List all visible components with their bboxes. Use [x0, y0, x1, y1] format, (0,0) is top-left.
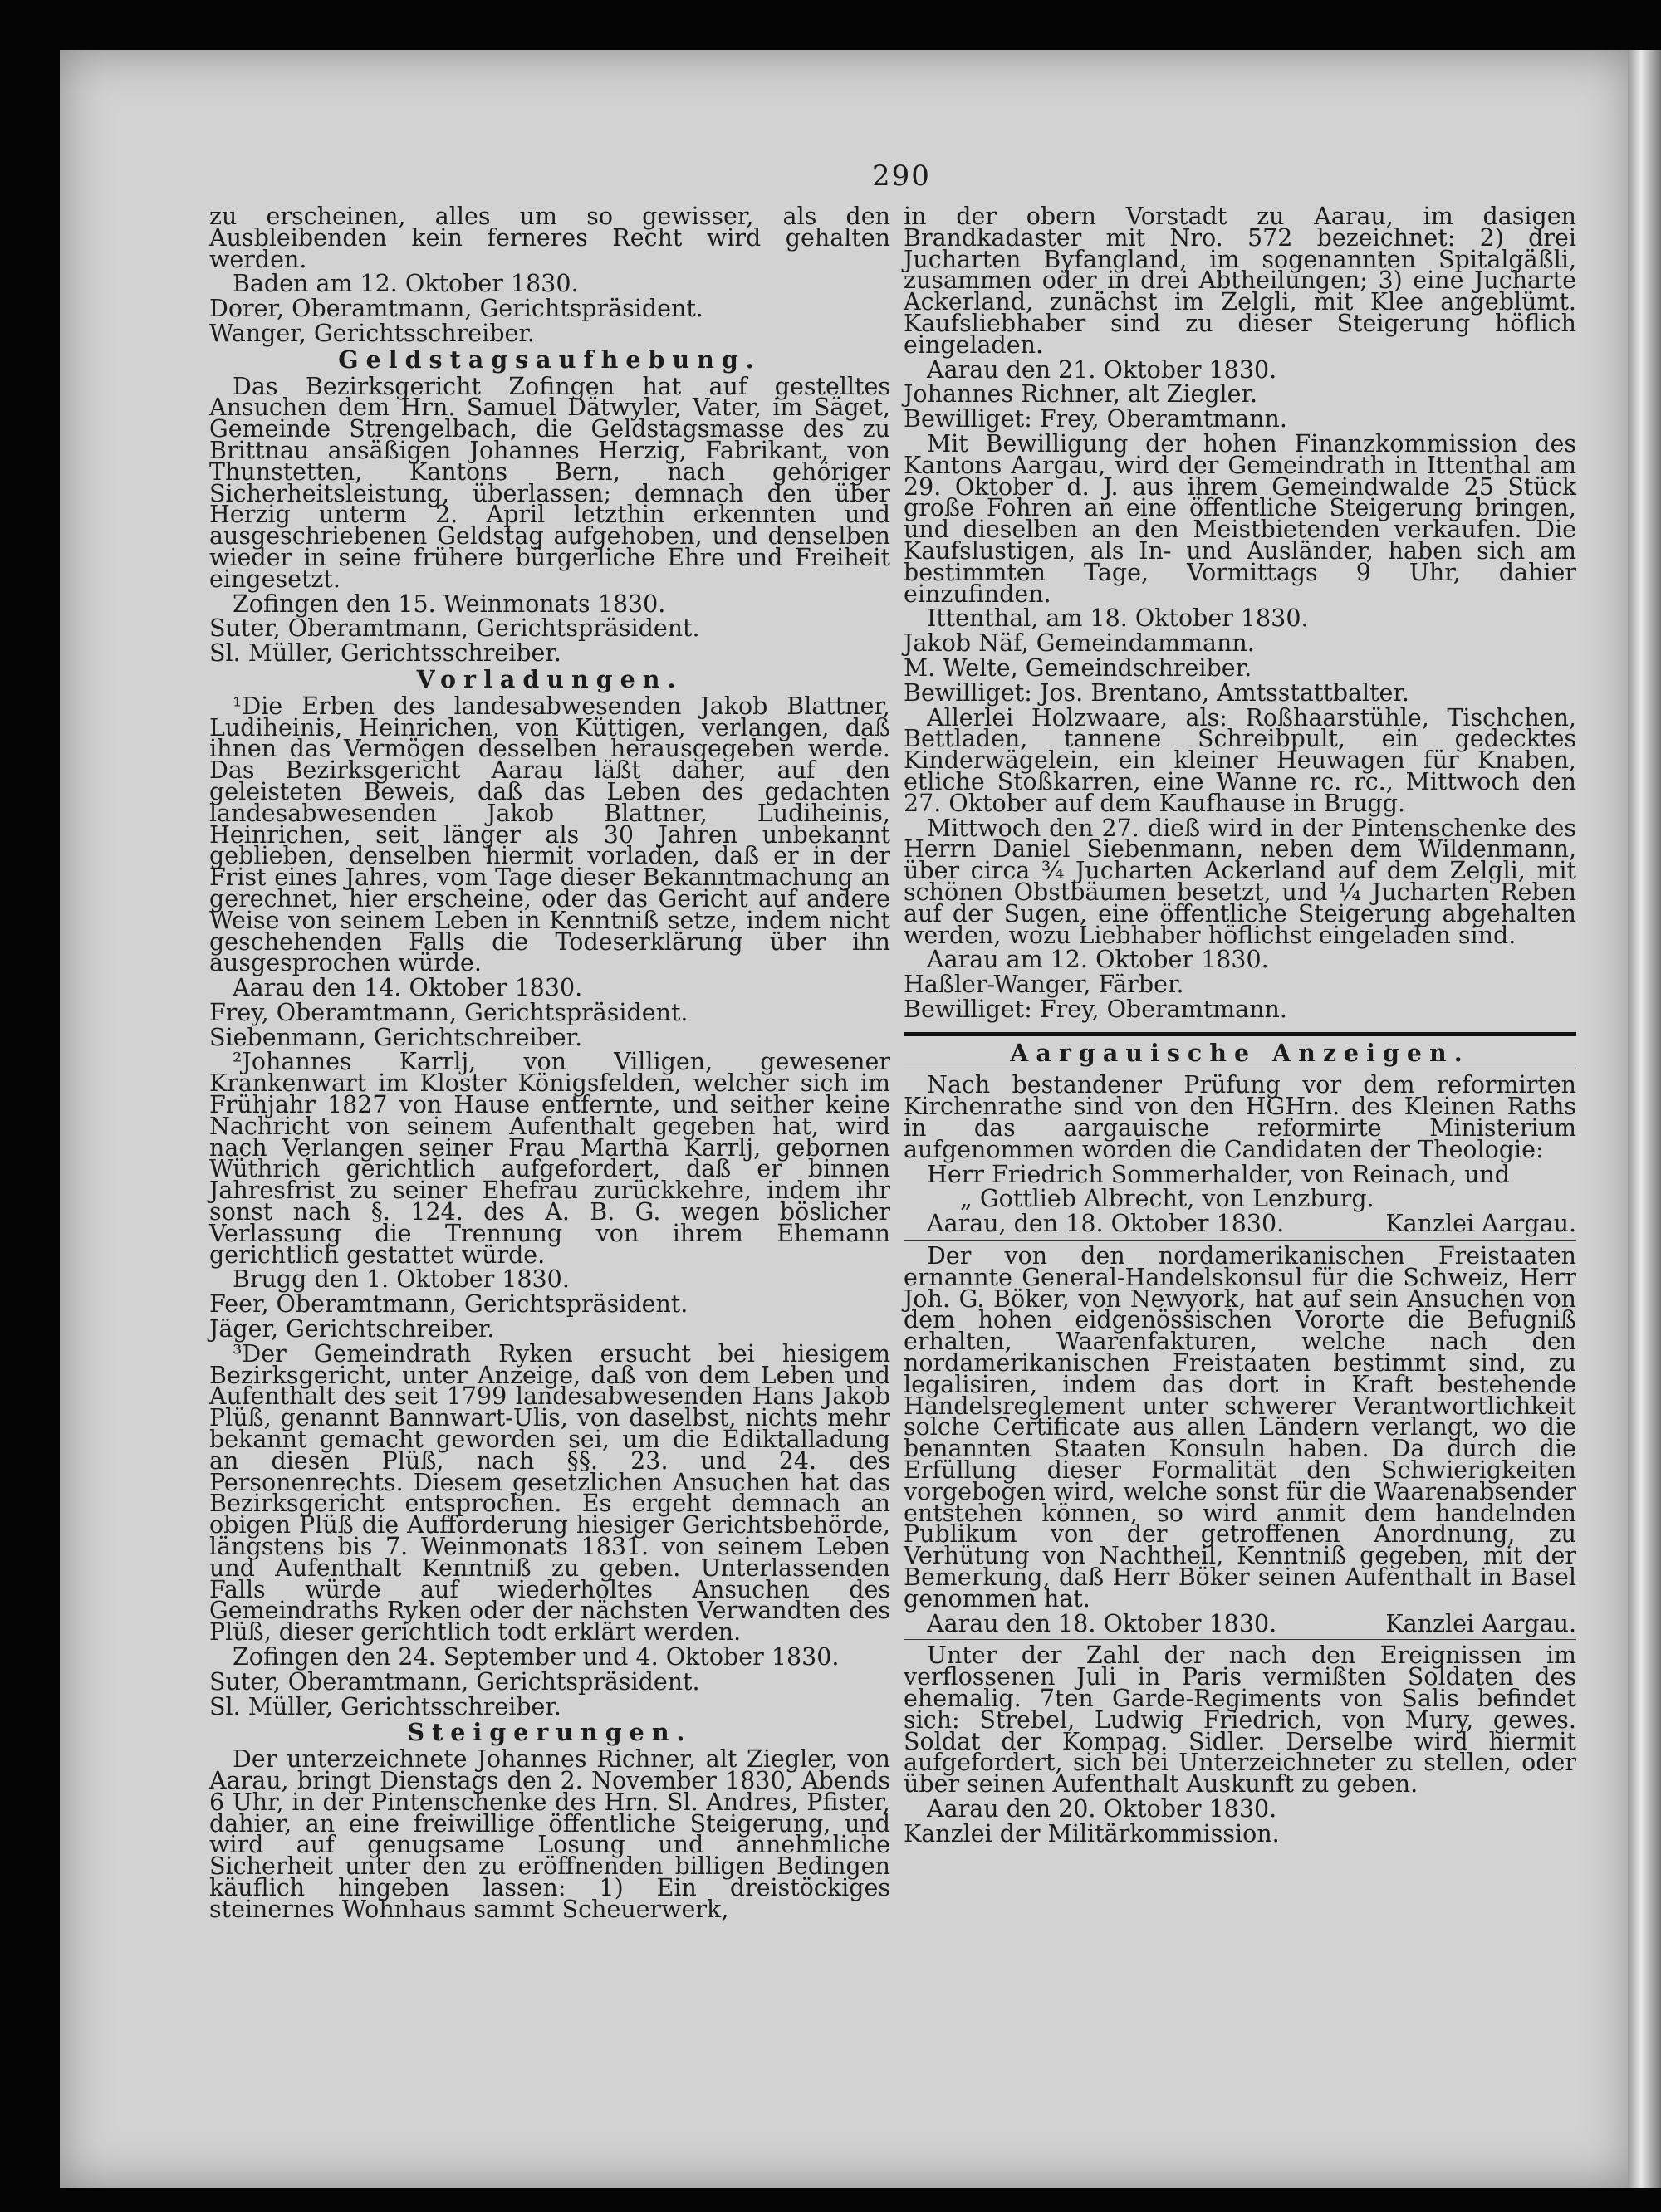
- dateline: Zofingen den 24. September und 4. Oktober 1830.: [233, 1643, 840, 1671]
- section-heading: Aargauische Anzeigen.: [1010, 1038, 1470, 1067]
- signature: Jäger, Gerichtschreiber.: [209, 1315, 495, 1343]
- paragraph: Unter der Zahl der nach den Ereignissen im verflossenen Juli in Paris vermißten Soldaten des ehemalig. 7ten Garde-Regiments von Salis befindet sich: Strebel, Ludwig Friedrich, von Mury, gewes. Soldat der Kompag. Sidler. Derselbe wird hiermit aufgefordert, sich bei Unterzeichneter zu stellen, oder über seinen Aufenthalt Auskunft zu geben.: [904, 1642, 1576, 1798]
- dateline: Aarau den 20. Oktober 1830.: [927, 1794, 1277, 1823]
- dateline: Zofingen den 15. Weinmonats 1830.: [233, 590, 666, 618]
- notice-rule: [904, 1240, 1576, 1241]
- paragraph: in der obern Vorstadt zu Aarau, im dasigen Brandkadaster mit Nro. 572 bezeichnet: 2) drei Jucharten Byfangland, im sogenannten Spitalgäßli, zusammen oder in drei Abtheilungen; 3) eine Jucharte Ackerland, zunächst im Zelgli, mit Klee angeblümt. Kaufsliebhaber sind zu dieser Steigerung höflich eingeladen.: [904, 203, 1576, 359]
- dateline-row: [904, 1210, 1576, 1238]
- dateline: Aarau den 14. Oktober 1830.: [233, 974, 583, 1002]
- signature: Kanzlei Aargau.: [1385, 1210, 1576, 1238]
- section-heading: Steigerungen.: [407, 1718, 693, 1747]
- dateline-row: [904, 1609, 1576, 1637]
- page-edge: [1628, 50, 1661, 2188]
- candidate-line: Herr Friedrich Sommerhalder, von Reinach, und: [927, 1160, 1511, 1188]
- paragraph: Mit Bewilligung der hohen Finanzkommission des Kantons Aargau, wird der Gemeindrath in Ittenthal am 29. Oktober d. J. aus ihrem Gemeindwalde 25 Stück große Fohren an eine öffentliche Steigerung bringen, und dieselben an den Meistbietenden verkaufen. Die Kaufslustigen, als In- und Ausländer, haben sich am bestimmten Tage, Vormittags 9 Uhr, dahier einzufinden.: [904, 429, 1576, 608]
- dateline: Aarau, den 18. Oktober 1830.: [927, 1210, 1285, 1238]
- signature: Sl. Müller, Gerichtsschreiber.: [209, 639, 561, 668]
- paragraph: Allerlei Holzwaare, als: Roßhaarstühle, Tischchen, Bettladen, tannene Schreibpult, ein gedecktes Kinderwägelein, ein kleiner Heuwagen für Knaben, etliche Stoßkarren, eine Wanne rc. rc., Mittwoch den 27. Oktober auf dem Kaufhause in Brugg.: [904, 703, 1576, 817]
- candidate-line: „ Gottlieb Albrecht, von Lenzburg.: [960, 1185, 1374, 1213]
- paragraph: Das Bezirksgericht Zofingen hat auf gestelltes Ansuchen dem Hrn. Samuel Dätwyler, Vater, im Säget, Gemeinde Strengelbach, die Geldstagsmasse des zu Brittnau ansäßigen Johannes Herzig, Fabrikant, von Thunstetten, Kantons Bern, nach gehöriger Sicherheitsleistung, überlassen; demnach den über Herzig unterm 2. April letzthin erkennten und ausgeschriebenen Geldstag aufgehoben, und denselben wieder in seine frühere bürgerliche Ehre und Freiheit eingesetzt.: [209, 372, 890, 593]
- dateline: Brugg den 1. Oktober 1830.: [233, 1265, 570, 1294]
- signature: Johannes Richner, alt Ziegler.: [904, 380, 1258, 409]
- paragraph: zu erscheinen, alles um so gewisser, als den Ausbleibenden kein ferneres Recht wird gehalten werden.: [209, 203, 890, 273]
- section-divider: [904, 1032, 1576, 1036]
- paragraph: Nach bestandener Prüfung vor dem reformirten Kirchenrathe sind von den HGHrn. des Kleinen Raths in das aargauische reformirte Ministerium aufgenommen worden die Candidaten der Theologie:: [904, 1071, 1576, 1163]
- left-column: [209, 203, 890, 1924]
- paragraph: ³Der Gemeindrath Ryken ersucht bei hiesigem Bezirksgericht, unter Anzeige, daß von dem Leben und Aufenthalt des seit 1799 landesabwesenden Hans Jakob Plüß, genannt Bannwart-Ulis, von daselbst, nichts mehr bekannt gemacht geworden sei, um die Ediktalladung an diesen Plüß, nach §§. 23. und 24. des Personenrechts. Diesem gesetzlichen Ansuchen hat das Bezirksgericht entsprochen. Es ergeht demnach an obigen Plüß die Aufforderung hiesiger Gerichtsbehörde, längstens bis 7. Weinmonats 1831. von seinem Leben und Aufenthalt Kenntniß zu geben. Unterlassenden Falls würde auf wiederholtes Ansuchen des Gemeindraths Ryken oder der nächsten Verwandten des Plüß, dieser gerichtlich todt erklärt werden.: [209, 1339, 890, 1647]
- signature: Suter, Oberamtmann, Gerichtspräsident.: [209, 1667, 700, 1696]
- dateline: Baden am 12. Oktober 1830.: [233, 270, 579, 298]
- paragraph: ²Johannes Karrlj, von Villigen, gewesener Krankenwart im Kloster Königsfelden, welcher sich im Frühjahr 1827 von Hause entfernte, und seither keine Nachricht von seinem Aufenthalt gegeben hat, wird nach Verlangen seiner Frau Martha Karrlj, gebornen Wüthrich gerichtlich aufgefordert, daß er binnen Jahresfrist zu seiner Ehefrau zurückkehre, indem ihr sonst nach §. 124. des A. B. G. wegen böslicher Verlassung die Trennung von ihrem Ehemann gerichtlich gestattet würde.: [209, 1048, 890, 1269]
- dateline: Aarau am 12. Oktober 1830.: [927, 946, 1269, 974]
- paragraph: Der unterzeichnete Johannes Richner, alt Ziegler, von Aarau, bringt Dienstags den 2. November 1830, Abends 6 Uhr, in der Pintenschenke des Hrn. Sl. Andres, Pfister, dahier, an eine freiwillige öffentliche Steigerung, und wird auf genugsame Losung und annehmliche Sicherheit unter den zu eröffnenden billigen Bedingen käuflich hingeben lassen: 1) Ein dreistöckiges steinernes Wohnhaus sammt Scheuerwerk,: [209, 1745, 890, 1923]
- signature: Jakob Näf, Gemeindammann.: [904, 629, 1255, 658]
- dateline: Aarau den 21. Oktober 1830.: [927, 355, 1277, 384]
- signature: M. Welte, Gemeindschreiber.: [904, 653, 1252, 682]
- approval-line: Bewilliget: Jos. Brentano, Amtsstattbalter.: [904, 678, 1409, 707]
- paragraph: Mittwoch den 27. dieß wird in der Pintenschenke des Herrn Daniel Siebenmann, neben dem Wildenmann, über circa ¾ Jucharten Ackerland auf dem Zelgli, mit schönen Obstbäumen besetzt, und ¼ Jucharten Reben auf der Sugen, eine öffentliche Steigerung abgehalten werden, wozu Liebhaber höflichst eingeladen sind.: [904, 814, 1576, 949]
- signature: Wanger, Gerichtsschreiber.: [209, 319, 535, 347]
- page-number: 290: [872, 159, 931, 193]
- section-heading: Geldstagsaufhebung.: [338, 345, 762, 374]
- approval-line: Bewilliget: Frey, Oberamtmann.: [904, 995, 1287, 1023]
- dateline: Ittenthal, am 18. Oktober 1830.: [927, 604, 1309, 633]
- signature: Suter, Oberamtmann, Gerichtspräsident.: [209, 614, 700, 643]
- signature: Kanzlei der Militärkommission.: [904, 1819, 1280, 1847]
- section-heading: Vorladungen.: [416, 664, 684, 693]
- paragraph: ¹Die Erben des landesabwesenden Jakob Blattner, Ludiheinis, Heinrichen, von Küttigen, verlangen, daß ihnen das Vermögen desselben herausgegeben werde. Das Bezirksgericht Aarau läßt daher, auf den geleisteten Beweis, daß das Leben des gedachten landesabwesenden Jakob Blattner, Ludiheinis, Heinrichen, seit länger als 30 Jahren unbekannt geblieben, denselben hiermit vorladen, daß er in der Frist eines Jahres, vom Tage dieser Bekanntmachung an gerechnet, hier erscheine, oder das Gericht auf andere Weise von seinem Leben in Kenntniß setze, indem nicht geschehenden Falls die Todeserklärung über ihn ausgesprochen würde.: [209, 692, 890, 977]
- signature: Dorer, Oberamtmann, Gerichtspräsident.: [209, 295, 703, 323]
- dateline: Aarau den 18. Oktober 1830.: [927, 1609, 1277, 1637]
- signature: Frey, Oberamtmann, Gerichtspräsident.: [209, 998, 688, 1026]
- approval-line: Bewilliget: Frey, Oberamtmann.: [904, 405, 1287, 433]
- signature: Feer, Oberamtmann, Gerichtspräsident.: [209, 1290, 688, 1319]
- signature: Siebenmann, Gerichtschreiber.: [209, 1023, 583, 1051]
- signature: Haßler-Wanger, Färber.: [904, 971, 1184, 999]
- signature: Kanzlei Aargau.: [1385, 1609, 1576, 1637]
- signature: Sl. Müller, Gerichtsschreiber.: [209, 1692, 561, 1720]
- right-column: [904, 203, 1576, 1848]
- paragraph: Der von den nordamerikanischen Freistaaten ernannte General-Handelskonsul für die Schweiz, Herr Joh. G. Böker, von Newyork, hat auf sein Ansuchen von dem hohen eidgenössischen Vororte die Befugniß erhalten, Waarenfakturen, welche nach den nordamerikanischen Freistaaten bestimmt sind, zu legalisiren, indem das dort in Kraft bestehende Handelsreglement unter schwerer Verantwortlichkeit solche Certificate aus allen Ländern verlangt, wo die benannten Staaten Konsuln haben. Da durch die Erfüllung dieser Formalität den Schwierigkeiten vorgebogen wird, welche sonst für die Waarenabsender entstehen können, so wird anmit dem handelnden Publikum von der getroffenen Anordnung, zu Verhütung von Nachtheil, Kenntniß gegeben, mit der Bemerkung, daß Herr Böker seinen Aufenthalt in Basel genommen hat.: [904, 1242, 1576, 1613]
- notice-rule: [904, 1639, 1576, 1640]
